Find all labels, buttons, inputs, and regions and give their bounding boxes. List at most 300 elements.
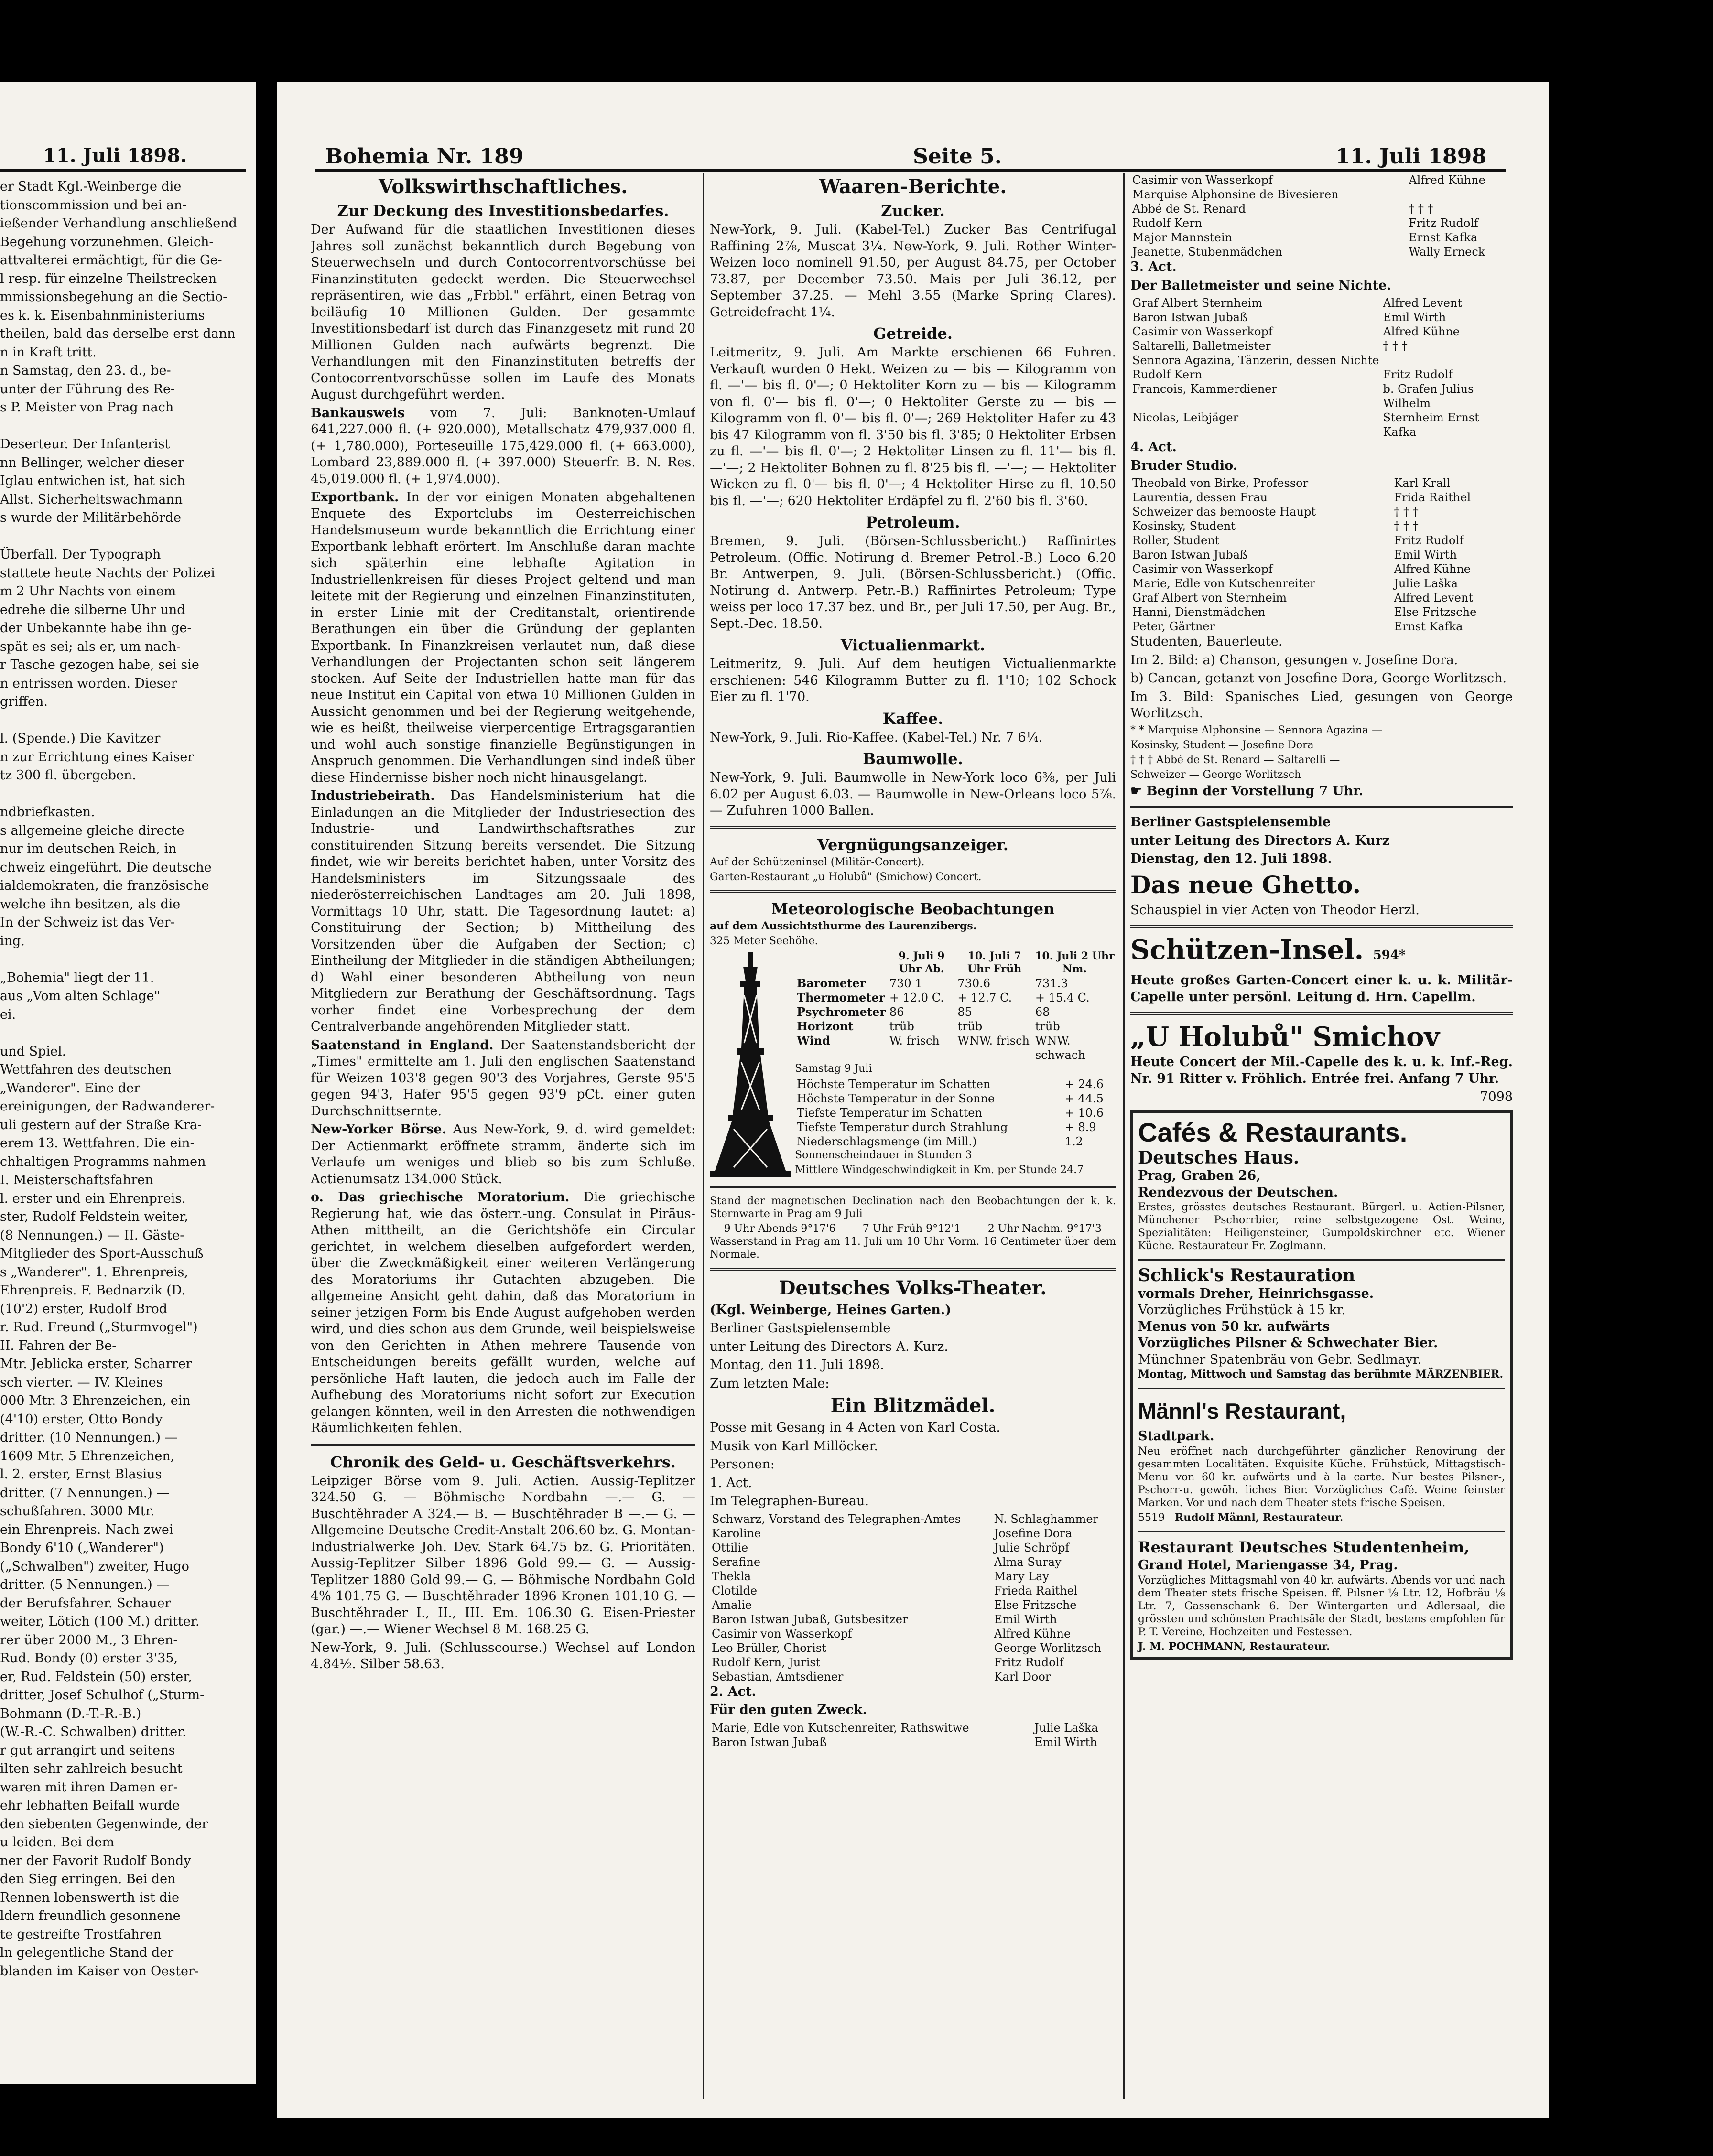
text-line: tz 300 fl. übergeben. [0, 768, 137, 783]
meteo-row-label: Horizont [797, 1019, 854, 1033]
cast-actor: Karl Door [994, 1670, 1051, 1683]
text-line: r. Rud. Freund („Sturmvogel") [0, 1320, 198, 1335]
cast-row [710, 1541, 1116, 1555]
section-title-chronik: Chronik des Geld- u. Geschäftsverkehrs. [330, 1453, 676, 1471]
text-line: sch vierter. — IV. Kleines [0, 1375, 163, 1390]
column-divider-1 [703, 173, 704, 2099]
cast-actor: Alfred Kühne [994, 1627, 1071, 1640]
meteo-cell: + 12.0 C. [889, 991, 944, 1004]
cast-actor: Emil Wirth [1034, 1735, 1097, 1749]
meteo-extreme-value: + 44.5 [1064, 1091, 1104, 1105]
text-line: ldern freundlich gesonnene [0, 1908, 181, 1923]
deutsches-haus-title: Deutsches Haus. [1138, 1147, 1300, 1168]
text-line: theilen, bald das derselbe erst dann [0, 326, 236, 341]
article-bankausweis [311, 405, 695, 488]
theater-line: Berliner Gastspielensemble [710, 1321, 891, 1336]
heading-entertainment: Vergnügungsanzeiger. [817, 835, 1008, 854]
cast-actor: Julie Laška [1034, 1721, 1098, 1735]
report-zucker: New-York, 9. Juli. (Kabel-Tel.) Zucker Bas Centrifugal Raffining 2⅞, Muscat 3¼. New-York, 9. Juli. Rother Winter-Weizen loco nominell 91.50, per August 84.75, per October 73.87, per December 73.50. Mais per Juli 36.12, per September 37.25. — Mehl 3.55 (Marke Spring Clares). Getreidefracht 1¼. [710, 222, 1116, 320]
cast-role: Rudolf Kern [1132, 216, 1202, 230]
cast-role: Leo Brüller, Chorist [712, 1641, 826, 1655]
text-line: Deserteur. Der Infanterist [0, 437, 170, 452]
cast-role: Karoline [712, 1526, 761, 1540]
cast-actor: Alfred Levent [1394, 591, 1473, 604]
meteo-extreme-row [795, 1120, 1116, 1134]
lead-exportbank: Exportbank. [311, 490, 399, 505]
cast-actor: Fritz Rudolf [1394, 534, 1464, 547]
cast-row [1130, 382, 1513, 410]
cast-actor: Alfred Levent [1383, 296, 1463, 310]
text-moratorium: Die griechische Regierung hat, wie das österr.-ung. Consulat in Piräus-Athen mittheilt, an die Gerichtshöfe ein Circular gerichtet, in welchem dieselben aufgefordert werden, über die Zweckmäßigkeit einer weiteren Verlängerung des Moratoriums ihr Gutachten abzugeben. Die allgemeine Ansicht geht dahin, daß das Moratorium in seiner jetzigen Form bis Ende August aufgehoben werden wird, und dies schon aus dem Grunde, weil beispielsweise von den Gerichten in Athen mehrere Tausende von Entscheidungen bereits gefällt wurden, welche auf persönliche Haft lauten, die jedoch auch im Falle der Aufhebung des Moratoriums nicht sofort zur Execution gelangen könnten, weil in den Arresten die nothwendigen Räumlichkeiten fehlen. [311, 1190, 695, 1435]
schlick-line-2: Vorzügliches Frühstück à 15 kr. [1138, 1303, 1346, 1317]
cast-actor: Else Fritzsche [994, 1598, 1077, 1612]
cast-row [710, 1612, 1116, 1627]
bild3-cast-line: Kosinsky, Student — Josefine Dora [1130, 739, 1314, 751]
cast-row [1130, 339, 1513, 353]
studentenheim-address: Grand Hotel, Mariengasse 34, Prag. [1138, 1558, 1398, 1573]
meteo-table [795, 949, 1116, 1062]
text-line: nn Bellinger, welcher dieser [0, 455, 184, 470]
cast-role: Hanni, Dienstmädchen [1132, 605, 1266, 619]
text-line: („Schwalben") zweiter, Hugo [0, 1559, 189, 1574]
cast-row [1130, 324, 1513, 339]
cast-row [1130, 490, 1513, 505]
cast-row [710, 1512, 1116, 1526]
cast-row [1130, 533, 1513, 548]
cast-actor: Emil Wirth [1383, 311, 1446, 324]
act4-subtitle: Bruder Studio. [1130, 458, 1238, 473]
cast-actor: Else Fritzsche [1394, 605, 1477, 619]
meteo-extreme-row [795, 1134, 1116, 1149]
magnetic-declination: Stand der magnetischen Declination nach den Beobachtungen der k. k. Sternwarte in Prag am 9 Juli [710, 1195, 1116, 1220]
text-line: stattete heute Nachts der Polizei [0, 565, 215, 581]
play-info-line: Personen: [710, 1457, 775, 1472]
text-line: s „Wanderer". 1. Ehrenpreis, [0, 1264, 188, 1280]
meteo-row [795, 1019, 1116, 1034]
cast-row [710, 1670, 1116, 1684]
article-leipzig-boerse: Leipziger Börse vom 9. Juli. Actien. Aussig-Teplitzer 324.50 G. — Böhmische Nordbahn —.— G. — Buschtěhrader A 324.— B. — Buschtěhrader B —.— G. — Allgemeine Deutsche Credit-Anstalt 206.60 bz. G. Montan-Industrialwerke Joh. Dev. Stark 64.75 bz. G. Prioritäten. Aussig-Teplitzer Silber 1896 Gold 99.— G. — Aussig-Teplitzer 1880 Gold 99.— G. — Böhmische Nordbahn Gold 4% 101.75 G. — Buschtěhrader 1896 Kronen 101.10 G. — Buschtěhrader I., II., III. Em. 106.30 G. Eisen-Priester (gar.) —.— Wiener Wechsel 8 M. 168.25 G. [311, 1473, 695, 1637]
meteo-extreme-label: Tiefste Temperatur im Schatten [797, 1106, 982, 1120]
text-line: blanden im Kaiser von Oester- [0, 1963, 199, 1979]
text-line [0, 528, 251, 546]
cast-role: Rudolf Kern, Jurist [712, 1655, 821, 1669]
text-line: dritter. (5 Nennungen.) — [0, 1577, 170, 1592]
cast-actor: Alma Suray [994, 1555, 1062, 1569]
text-line: schußfahren. 3000 Mtr. [0, 1504, 155, 1519]
text-line: er Stadt Kgl.-Weinberge die [0, 179, 182, 194]
text-line: der Unbekannte habe ihn ge- [0, 621, 192, 636]
masthead-title: Bohemia Nr. 189 [325, 144, 524, 169]
cast-actor: Emil Wirth [1394, 548, 1457, 561]
text-saatenstand: Der Saatenstandsbericht der „Times" ermittelte am 1. Juli den englischen Saatenstand für Weizen 103'8 gegen 90'3 des Vorjahres, Gerste 95'5 gegen 94'3, Hafer 95'5 gegen 93'9 pCt. einer guten Durchschnittsernte. [311, 1037, 695, 1119]
play-info [710, 1420, 1116, 1510]
act3-title: 3. Act. [1130, 259, 1177, 274]
theater-info [710, 1320, 1116, 1392]
text-line: 000 Mtr. 3 Ehrenzeichen, ein [0, 1393, 191, 1408]
meteo-extreme-value: 1.2 [1064, 1134, 1083, 1148]
text-line: ei. [0, 1007, 16, 1022]
guest-ensemble-line: Dienstag, den 12. Juli 1898. [1130, 852, 1332, 866]
cast-actor: Alfred Kühne [1394, 562, 1471, 576]
text-line: l. (Spende.) Die Kavitzer [0, 731, 161, 746]
cast-role: Amalie [712, 1598, 752, 1612]
text-line: „Bohemia" liegt der 11. [0, 970, 154, 985]
meteo-extremes-table [795, 1077, 1116, 1149]
article-newyork-schlusscourse: New-York, 9. Juli. (Schlusscourse.) Wechsel auf London 4.84½. Silber 58.63. [311, 1640, 695, 1671]
start-time: ☛ Beginn der Vorstellung 7 Uhr. [1130, 783, 1364, 798]
article-saatenstand [311, 1037, 695, 1120]
cast-actor: Sternheim Ernst Kafka [1383, 411, 1479, 439]
ad-schuetzen-insel: Schützen-Insel. 594* [1130, 934, 1406, 966]
ad-schuetzen-text: Heute großes Garten-Concert einer k. u. k. Militär-Capelle unter persönl. Leitung d. Hrn. Capellm. [1130, 973, 1513, 1004]
text-line: (W.-R.-C. Schwalben) dritter. [0, 1725, 186, 1739]
text-line: griffen. [0, 694, 48, 709]
meteo-extreme-row [795, 1106, 1116, 1120]
text-line: attvalterei ermächtigt, für die Ge- [0, 253, 222, 268]
ad-holubu-number: 7098 [1480, 1089, 1513, 1104]
cast-actor: Fritz Rudolf [994, 1655, 1064, 1669]
deutsches-haus-text: Erstes, grösstes deutsches Restaurant. Bürgerl. u. Actien-Pilsner, Münchener Pschorrbier, reine selbstgezogene Ost. Weine, Spezialitäten: Heiligensteiner, Gumpoldskirchner etc. Wiener Küche. Restaurateur Fr. Zoglmann. [1138, 1201, 1505, 1252]
schlick-line-1: vormals Dreher, Heinrichsgasse. [1138, 1286, 1374, 1301]
cast-role: Theobald von Birke, Professor [1132, 476, 1309, 490]
cast-role: Abbé de St. Renard [1132, 202, 1246, 216]
meteo-extreme-row [795, 1077, 1116, 1091]
cast-actor: Julie Laška [1394, 577, 1458, 590]
text-line: ilten sehr zahlreich besucht [0, 1761, 183, 1776]
guest-ensemble-info [1130, 814, 1513, 868]
magnetic-table [710, 1222, 1116, 1235]
article-heading-investment: Zur Deckung des Investitionsbedarfes. [337, 202, 669, 220]
text-line: s wurde der Militärbehörde [0, 510, 181, 525]
cast-row [710, 1569, 1116, 1584]
act2-subtitle: Für den guten Zweck. [710, 1703, 867, 1717]
deutsches-haus-sub: Rendezvous der Deutschen. [1138, 1185, 1338, 1200]
meteo-cell: trüb [1035, 1019, 1060, 1033]
meteo-cell: 731.3 [1035, 976, 1068, 990]
column-economy [311, 173, 695, 2099]
act2-title: 2. Act. [710, 1684, 756, 1699]
divider-schlick [1138, 1259, 1505, 1261]
cast-role: Laurentia, dessen Frau [1132, 491, 1268, 504]
meteo-cell: 85 [957, 1005, 972, 1019]
text-line: In der Schweiz ist das Ver- [0, 915, 175, 930]
cast-role: Kosinsky, Student [1132, 519, 1236, 533]
heading-kaffee: Kaffee. [882, 709, 943, 728]
cast-table-act4 [1130, 476, 1513, 634]
schlick-line-6: Montag, Mittwoch und Samstag das berühmte MÄRZENBIER. [1138, 1368, 1504, 1380]
text-line: und Spiel. [0, 1044, 66, 1059]
cast-row [710, 1598, 1116, 1612]
deutsches-haus-address: Prag, Graben 26, [1138, 1168, 1261, 1183]
divider-gastspiel [1130, 806, 1513, 808]
meteo-extreme-value: + 8.9 [1064, 1120, 1096, 1134]
theater-location: (Kgl. Weinberge, Heines Garten.) [710, 1302, 952, 1317]
article-moratorium [311, 1189, 695, 1437]
report-victualien: Leitmeritz, 9. Juli. Auf dem heutigen Victualienmarkte erschienen: 546 Kilogramm Butter zu fl. 1'10; 102 Schock Eier zu fl. 1'70. [710, 657, 1116, 704]
guest-ensemble-line: Berliner Gastspielensemble [1130, 815, 1331, 830]
text-line: 1609 Mtr. 5 Ehrenzeichen, [0, 1448, 175, 1464]
cast-row [1130, 591, 1513, 605]
text-line: chhaltigen Programms nahmen [0, 1154, 206, 1169]
left-page-date: 11. Juli 1898. [43, 144, 187, 167]
cast-row [710, 1584, 1116, 1598]
cast-row [1130, 619, 1513, 634]
meteo-cell: + 12.7 C. [957, 991, 1012, 1004]
text-line: Rud. Bondy (0) erster 3'35, [0, 1651, 178, 1666]
text-line: ing. [0, 933, 25, 949]
play-title: Ein Blitzmädel. [830, 1394, 996, 1417]
meteo-cell: W. frisch [889, 1034, 940, 1047]
divider-holubu [1130, 1012, 1513, 1015]
meteo-cell: 86 [889, 1005, 904, 1019]
text-line: s P. Meister von Prag nach [0, 400, 174, 415]
meteo-row [795, 1005, 1116, 1019]
header-rule [315, 169, 1506, 172]
cast-row [1130, 410, 1513, 439]
cast-role: Marie, Edle von Kutschenreiter [1132, 577, 1316, 590]
text-line [0, 950, 251, 969]
meteo-height: 325 Meter Seehöhe. [710, 935, 818, 947]
text-line: l. 2. erster, Ernst Blasius [0, 1467, 162, 1482]
meteo-extreme-label: Höchste Temperatur im Schatten [797, 1077, 991, 1091]
cast-actor: N. Schlaghammer [994, 1512, 1099, 1526]
text-line: n Samstag, den 23. d., be- [0, 363, 171, 378]
cast-actor: b. Grafen Julius Wilhelm [1383, 382, 1474, 410]
bild3-cast-line: Schweizer — George Worlitzsch [1130, 768, 1301, 781]
meteo-cell: trüb [889, 1019, 914, 1033]
magnet-cell: 9 Uhr Abends 9°17'6 [724, 1222, 836, 1235]
pointing-hand-icon: ☛ [1130, 783, 1147, 798]
heading-baumwolle: Baumwolle. [863, 750, 963, 768]
cast-row [1130, 576, 1513, 591]
schlick-line-3: Menus von 50 kr. aufwärts [1138, 1319, 1330, 1334]
text-line [0, 711, 251, 730]
text-line: r Tasche gezogen habe, sei sie [0, 658, 199, 672]
text-line: II. Fahren der Be- [0, 1338, 117, 1353]
text-line: den siebenten Gegenwinde, der [0, 1816, 208, 1832]
play-info-line: 1. Act. [710, 1475, 752, 1490]
cast-row [1130, 367, 1513, 382]
cast-actor: Ernst Kafka [1394, 620, 1463, 633]
meteo-row [795, 991, 1116, 1005]
play-info-line: Im Telegraphen-Bureau. [710, 1494, 869, 1509]
cast-role: Marie, Edle von Kutschenreiter, Rathswitwe [712, 1721, 969, 1735]
divider-entertainment [710, 826, 1116, 829]
observation-tower-icon [710, 952, 791, 1177]
text-line: m 2 Uhr Nachts von einem [0, 584, 176, 599]
text-line: Allst. Sicherheitswachmann [0, 492, 183, 507]
meteo-cell: trüb [957, 1019, 983, 1033]
cast-actor: Frieda Raithel [994, 1584, 1078, 1597]
meteo-row [795, 1034, 1116, 1062]
report-baumwolle: New-York, 9. Juli. Baumwolle in New-York loco 6⅜, per Juli 6.02 per August 6.03. — Baumwolle in New-Orleans loco 5⅞. — Zufuhren 1000 Ballen. [710, 770, 1116, 818]
cast-actor: Alfred Kühne [1383, 325, 1460, 338]
cast-role: Sebastian, Amtsdiener [712, 1670, 844, 1683]
lead-moratorium: o. Das griechische Moratorium. [311, 1190, 570, 1205]
bild3-note: Im 3. Bild: Spanisches Lied, gesungen von George Worlitzsch. [1130, 689, 1513, 721]
meteo-row-label: Thermometer [797, 990, 885, 1004]
text-line: Iglau entwichen ist, hat sich [0, 474, 185, 488]
cast-role: Casimir von Wasserkopf [1132, 173, 1273, 187]
text-line: (8 Nennungen.) — II. Gäste- [0, 1228, 184, 1243]
text-line: Bohmann (D.-T.-R.-B.) [0, 1706, 141, 1721]
meteo-cell: WNW. frisch [957, 1034, 1030, 1047]
text-line: dritter. (10 Nennungen.) — [0, 1430, 178, 1445]
text-line: „Wanderer". Eine der [0, 1080, 141, 1096]
text-line: der Berufsfahrer. Schauer [0, 1595, 171, 1611]
cast-role: Baron Istwan Jubaß [1132, 311, 1248, 324]
meteo-cell: 730.6 [957, 976, 991, 990]
text-line: ereinigungen, der Radwanderer- [0, 1099, 215, 1114]
cast-role: Sennora Agazina, Tänzerin, dessen Nichte [1132, 354, 1379, 367]
theater-line: Zum letzten Male: [710, 1376, 830, 1391]
text-line [0, 417, 251, 436]
studentenheim-signature: J. M. POCHMANN, Restaurateur. [1138, 1640, 1330, 1653]
text-line: edrehe die silberne Uhr und [0, 602, 185, 617]
text-line: Mtr. Jeblicka erster, Scharrer [0, 1357, 192, 1371]
report-petroleum: Bremen, 9. Juli. (Börsen-Schlussbericht.) Raffinirtes Petroleum. (Offic. Notirung d. Bremer Petrol.-B.) Loco 6.20 Br. Antwerpen, 9. Juli. (Börsen-Schlussbericht.) (Offic. Notirung d. Antwerp. Petr.-B.) Raffinirtes Petroleum; Type weiss per loco 17.37 bez. und Br., per Juli 17.50, per Aug. Br., Sept.-Dec. 18.50. [710, 534, 1116, 631]
cast-table-act1 [710, 1512, 1116, 1684]
meteo-cell: 68 [1035, 1005, 1050, 1019]
cast-role: Baron Istwan Jubaß, Gutsbesitzer [712, 1612, 908, 1626]
text-line: dritter, Josef Schulhof („Sturm- [0, 1688, 205, 1703]
cast-role: Clotilde [712, 1584, 758, 1597]
cast-table-act2-cont [1130, 173, 1513, 259]
cast-role: Rudolf Kern [1132, 368, 1202, 381]
page-number: Seite 5. [913, 144, 1002, 169]
play-info-line: Posse mit Gesang in 4 Acten von Karl Costa. [710, 1420, 1000, 1435]
cast-table-act3 [1130, 296, 1513, 439]
text-line: dritter. (7 Nennungen.) — [0, 1485, 170, 1500]
column-divider-2 [1123, 173, 1125, 2099]
divider-magnet [710, 1186, 1116, 1188]
text-line: r gut arrangirt und seitens [0, 1743, 175, 1758]
cast-row [710, 1721, 1116, 1735]
maennl-subtitle: Stadtpark. [1138, 1429, 1214, 1444]
cast-row [1130, 230, 1513, 245]
divider-maennl [1138, 1388, 1505, 1389]
meteo-sunshine: Sonnenscheindauer in Stunden 3 [795, 1149, 972, 1161]
meteo-row [795, 976, 1116, 991]
meteo-extreme-value: + 24.6 [1064, 1077, 1104, 1091]
play-ghetto-title: Das neue Ghetto. [1130, 870, 1361, 899]
play-info-line: Musik von Karl Millöcker. [710, 1438, 878, 1454]
lead-bankausweis: Bankausweis [311, 405, 405, 420]
text-line: u leiden. Bei dem [0, 1835, 114, 1850]
schlick-title: Schlick's Restauration [1138, 1265, 1355, 1285]
heading-victualien: Victualienmarkt. [840, 636, 986, 654]
cast-role: Baron Istwan Jubaß [712, 1735, 827, 1749]
cast-role: Casimir von Wasserkopf [1132, 325, 1273, 338]
text-line: spät es sei; als er, um nach- [0, 639, 181, 654]
meteo-extreme-label: Tiefste Temperatur durch Strahlung [797, 1120, 1008, 1134]
cast-actor [1407, 187, 1513, 202]
bild2-line: b) Cancan, getanzt von Josefine Dora, George Worlitzsch. [1130, 671, 1507, 686]
text-line: I. Meisterschaftsfahren [0, 1173, 153, 1187]
cast-role: Major Mannstein [1132, 231, 1232, 244]
bild2-notes [1130, 652, 1513, 687]
studentenheim-text: Vorzügliches Mittagsmahl von 40 kr. aufwärts. Abends vor und nach dem Theater stets frische Speisen. ff. Pilsner ⅛ Ltr. 12, Hofbräu ⅛ Ltr. 7, Gassenschank 6. Der Wintergarten und Adlersaal, die grössten und schönsten Prachtsäle der Stadt, bestens empfohlen für P. T. Vereine, Hochzeiten und Festessen. [1138, 1574, 1505, 1638]
text-line: Bondy 6'10 („Wanderer") [0, 1541, 164, 1555]
cast-row [1130, 476, 1513, 490]
meteo-row-label: Psychrometer [797, 1004, 886, 1019]
cast-role: Casimir von Wasserkopf [712, 1627, 852, 1640]
text-line: nur im deutschen Reich, in [0, 841, 177, 856]
heading-petroleum: Petroleum. [866, 513, 960, 531]
cast-role: Nicolas, Leibjäger [1132, 411, 1239, 424]
page-date: 11. Juli 1898 [1335, 144, 1486, 169]
cast-row [710, 1655, 1116, 1670]
meteo-extreme-value: + 10.6 [1064, 1106, 1104, 1120]
meteo-column-header: 10. Juli 7 Uhr Früh [967, 949, 1022, 975]
cast-role: Marquise Alphonsine de Bivesieren [1132, 188, 1339, 201]
meteo-row-label: Wind [797, 1033, 830, 1047]
guest-ensemble-line: unter Leitung des Directors A. Kurz [1130, 833, 1390, 848]
section-title-markets: Waaren-Berichte. [819, 175, 1007, 198]
text-line: ialdemokraten, die französische [0, 878, 209, 893]
cast-actor [1381, 353, 1513, 367]
cast-row [710, 1641, 1116, 1655]
entertainment-line-2: Garten-Restaurant „u Holubů" (Smichow) Concert. [710, 871, 982, 883]
text-line: Überfall. Der Typograph [0, 547, 161, 562]
text-line: Ehrenpreis. F. Bednarzik (D. [0, 1283, 185, 1298]
text-industriebeirath: Das Handelsministerium hat die Einladungen an die Mitglieder der Industriesection des Industrie- und Landwirthschaftsrathes zur constituirenden Sitzung bereits versendet. Die Sitzung findet, wie wir bereits berichtet haben, unter Vorsitz des Handelsministers im Sitzungssaale des niederösterreichischen Landtages am 20. Juli 1898, Vormittags 10 Uhr, statt. Die Tagesordnung lautet: a) Constituirung der Section; b) Mittheilung des Vorsitzenden über die Aufgaben der Section; c) Eintheilung der Mitglieder in die ständigen Abtheilungen; d) Wahl einer besonderen Abtheilung von neun Mitgliedern zur Berathung der Geschäftsordnung. Tags vorher findet eine Vorbesprechung der dem Centralverbande angehörenden Mitglieder statt. [311, 788, 695, 1034]
water-level: Wasserstand in Prag am 11. Juli um 10 Uhr Vorm. 16 Centimeter über dem Normale. [710, 1235, 1116, 1261]
bild2-line: Im 2. Bild: a) Chanson, gesungen v. Josefine Dora. [1130, 652, 1458, 668]
cast-actor: Wally Erneck [1409, 245, 1485, 259]
text-line: ln gelegentliche Stand der [0, 1945, 174, 1960]
heading-meteo: Meteorologische Beobachtungen [771, 899, 1055, 918]
meteo-extreme-label: Niederschlagsmenge (im Mill.) [797, 1134, 977, 1148]
cast-role: Serafine [712, 1555, 761, 1569]
theater-title: Deutsches Volks-Theater. [779, 1276, 1047, 1299]
text-line: uli gestern auf der Straße Kra- [0, 1117, 202, 1132]
text-line: te gestreifte Trostfahren [0, 1927, 162, 1942]
cast-role: Jeanette, Stubenmädchen [1132, 245, 1283, 259]
cast-actor: Julie Schröpf [994, 1541, 1070, 1554]
divider-schuetzen [1130, 925, 1513, 928]
lead-newyork-boerse: New-Yorker Börse. [311, 1122, 446, 1137]
cast-table-act2 [710, 1721, 1116, 1749]
text-line: Mitglieder des Sport-Ausschuß [0, 1246, 204, 1261]
left-header-rule [0, 169, 246, 172]
divider-studentenheim [1138, 1531, 1505, 1532]
maennl-text: Neu eröffnet nach durchgeführter gänzlicher Renovirung der gesammten Localitäten. Exquisite Küche. Frühstück, Mittagstisch-Menu von 60 kr. aufwärts und à la carte. Nur bestes Pilsner-, Pschorr-u. gewöh. liches Bier. Vorzügliches Café. Weine feinster Marken. Vor und nach dem Theater stets frische Speisen. [1138, 1445, 1505, 1509]
maennl-number: 5519 [1138, 1511, 1165, 1524]
cast-actor: Fritz Rudolf [1409, 216, 1478, 230]
cast-actor: Fritz Rudolf [1383, 368, 1453, 381]
text-line: tionscommission und bei an- [0, 197, 187, 213]
text-line: s allgemeine gleiche directe [0, 823, 184, 838]
cast-actor: Frida Raithel [1394, 491, 1471, 504]
text-line: es k. k. Eisenbahnministeriums [0, 308, 205, 323]
divider-theater [710, 1268, 1116, 1271]
lead-saatenstand: Saatenstand in England. [311, 1037, 494, 1053]
cast-row [1130, 310, 1513, 324]
text-line [0, 1024, 251, 1043]
meteo-wind-speed: Mittlere Windgeschwindigkeit in Km. per Stunde 24.7 [795, 1164, 1084, 1176]
text-line: l resp. für einzelne Theilstrecken [0, 271, 217, 286]
meteo-date2: Samstag 9 Juli [795, 1062, 872, 1075]
cast-actor: Karl Krall [1394, 476, 1451, 490]
left-page-fragment [0, 82, 256, 2084]
bild3-cast-line: * * Marquise Alphonsine — Sennora Agazina — [1130, 724, 1383, 736]
text-line: ehr lebhaften Beifall wurde [0, 1798, 180, 1813]
cast-actor: Ernst Kafka [1409, 231, 1478, 244]
meteo-extreme-row [795, 1091, 1116, 1106]
cast-actor: † † † [1409, 202, 1433, 216]
cast-role: Thekla [712, 1569, 751, 1583]
